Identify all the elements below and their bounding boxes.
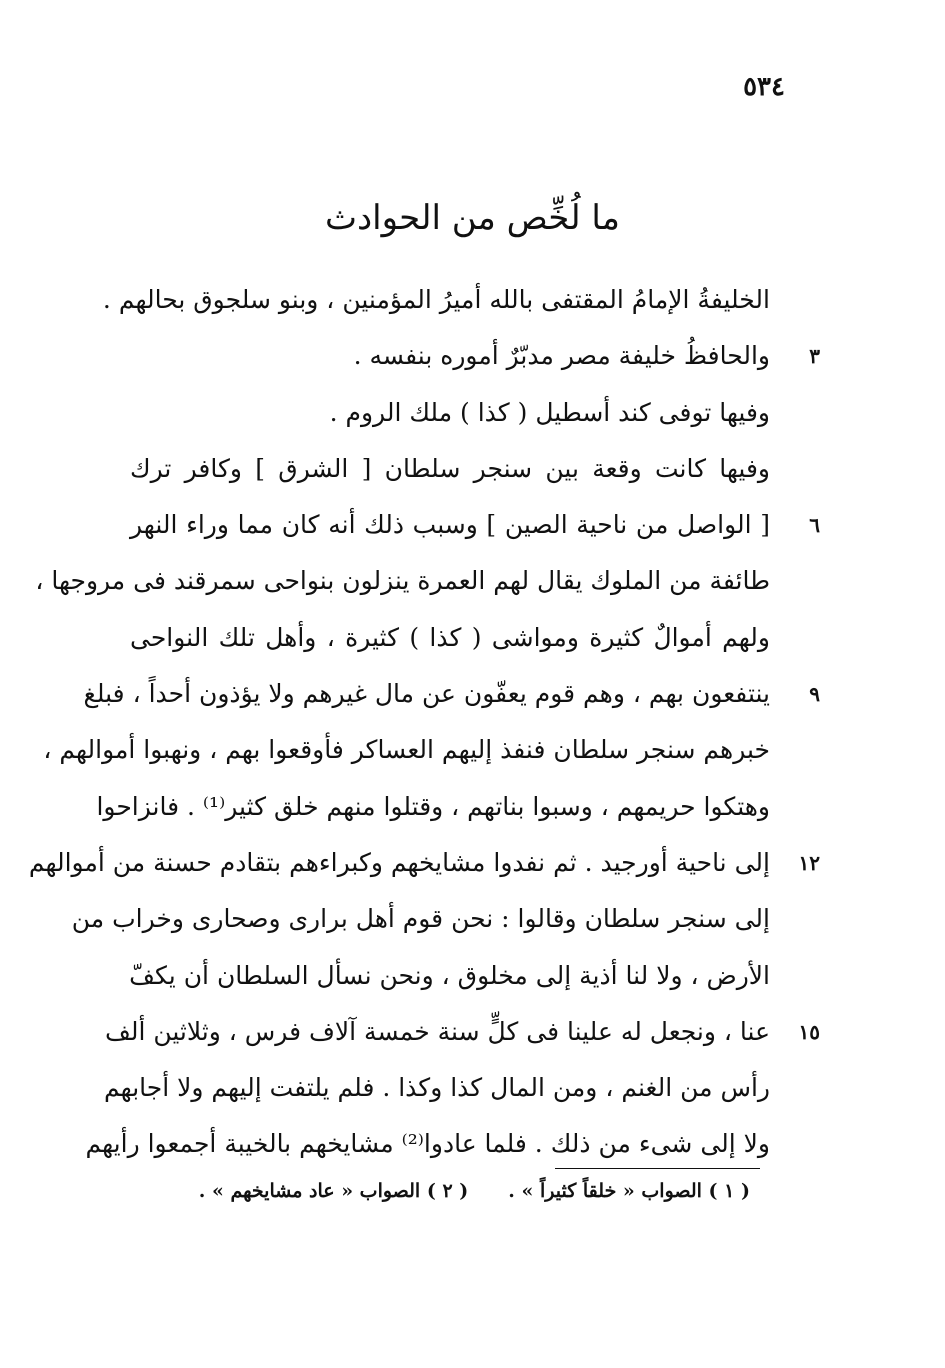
text-line — [104, 1060, 770, 1116]
text-line — [130, 441, 770, 497]
text-line — [102, 272, 770, 328]
body-text — [28, 272, 820, 1173]
text-line — [130, 948, 770, 1004]
text-line — [96, 779, 770, 835]
text-line — [130, 610, 770, 666]
text-line — [35, 553, 770, 609]
line-text: عنا ، ونجعل له علينا فى كلٍّ سنة خمسة آلاف فرس ، وثلاثين ألف — [104, 1016, 770, 1046]
line-text: وفيها توفى كند أسطيل ( كذا ) ملك الروم . — [329, 397, 770, 427]
footnote-divider — [555, 1168, 760, 1169]
text-line — [130, 497, 820, 553]
text-line — [104, 1004, 820, 1060]
text-line — [71, 891, 770, 947]
line-number: ١٥ — [798, 1019, 820, 1044]
line-text: طائفة من الملوك يقال لهم العمرة ينزلون بنواحى سمرقند فى مروجها ، — [35, 566, 770, 596]
line-number: ١٢ — [798, 850, 820, 875]
line-number: ٣ — [809, 344, 820, 369]
text-line — [83, 666, 820, 722]
footnote: ( ٢ ) الصواب « عاد مشايخهم » . — [198, 1180, 469, 1202]
text-line — [43, 722, 770, 778]
line-text: إلى سنجر سلطان وقالوا : نحن قوم أهل برارى وصحارى وخراب من — [71, 904, 770, 934]
footnote: ( ١ ) الصواب « خلقاً كثيراً » . — [508, 1180, 750, 1202]
line-text: ينتفعون بهم ، وهم قوم يعفّون عن مال غيرهم ولا يؤذون أحداً ، فبلغ — [83, 679, 770, 709]
chapter-title: ما لُخِّص من الحوادث — [325, 198, 620, 238]
line-text: رأس من الغنم ، ومن المال كذا وكذا . فلم يلتفت إليهم ولا أجابهم — [104, 1073, 770, 1103]
line-text: إلى ناحية أورجيد . ثم نفدوا مشايخهم وكبراءهم بتقادم حسنة من أموالهم — [28, 847, 770, 877]
line-text: والحافظُ خليفة مصر مدبّرٌ أموره بنفسه . — [353, 341, 770, 371]
text-line — [130, 385, 770, 441]
line-number: ٩ — [809, 682, 820, 707]
line-text: خبرهم سنجر سلطان فنفذ إليهم العساكر فأوقعوا بهم ، ونهبوا أموالهم ، — [43, 735, 770, 765]
line-text: الخليفةُ الإمامُ المقتفى بالله أميرُ المؤمنين ، وبنو سلجوق بحالهم . — [102, 285, 770, 314]
line-text: ولا إلى شىء من ذلك . فلما عادوا⁽²⁾ مشايخهم بالخيبة أجمعوا رأيهم — [85, 1129, 770, 1159]
line-text: وهتكوا حريمهم ، وسبوا بناتهم ، وقتلوا منهم خلق كثير⁽¹⁾ . فانزاحوا — [96, 791, 770, 821]
text-line — [85, 1116, 770, 1172]
line-number: ٦ — [809, 513, 820, 538]
line-text: الأرض ، ولا لنا أذية إلى مخلوق ، ونحن نسأل السلطان أن يكفّ — [129, 960, 770, 990]
footnotes — [160, 1180, 750, 1202]
line-text: [ الواصل من ناحية الصين ] وسبب ذلك أنه كان مما وراء النهر — [130, 510, 770, 540]
line-text: ولهم أموالٌ كثيرة ومواشى ( كذا ) كثيرة ، وأهل تلك النواحى — [130, 622, 770, 652]
page-number: ٥٣٤ — [743, 72, 785, 102]
text-line — [130, 328, 820, 384]
line-text: وفيها كانت وقعة بين سنجر سلطان [ الشرق ] وكافر ترك — [130, 453, 770, 483]
text-line — [28, 835, 820, 891]
